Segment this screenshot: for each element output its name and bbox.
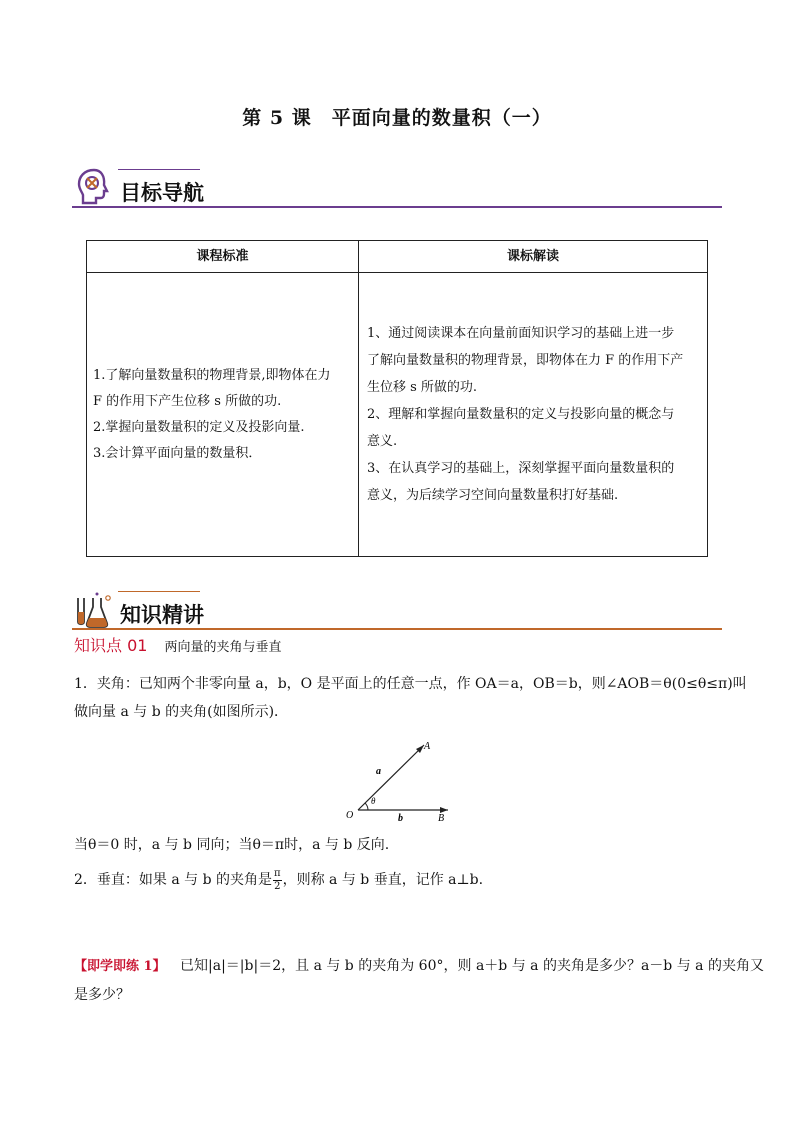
section-goal-top-rule [118,169,200,170]
flask-icon [72,590,112,630]
interpretation-line: 2、理解和掌握向量数量积的定义与投影向量的概念与 [367,407,675,422]
interpretation-line: 1、通过阅读课本在向量前面知识学习的基础上进一步 [367,326,675,341]
interpretation-line: 生位移 s 所做的功. [367,380,478,395]
figure-label-B: B [438,813,445,824]
interpretation-line: 3、在认真学习的基础上，深刻掌握平面向量数量积的 [367,461,675,476]
standard-line: 1.了解向量数量积的物理背景,即物体在力 [93,367,331,383]
table-header-standard: 课程标准 [87,241,359,273]
exercise-block [74,952,764,1009]
section-goal-rule [72,206,722,208]
angle-definition [74,670,747,726]
knowledge-point-heading [74,633,282,656]
direction-note: 当θ＝0 时，a 与 b 同向；当θ＝π时，a 与 b 反向. [74,837,390,853]
figure-label-a: a [376,766,381,777]
standard-line: 3.会计算平面向量的数量积． [93,445,262,461]
section-knowledge-header [72,588,722,632]
table-cell-interpretation [359,273,708,557]
figure-label-O: O [346,810,354,821]
knowledge-point-label: 知识点 01 [74,636,148,655]
head-gear-icon [74,166,114,206]
section-goal-title: 目标导航 [120,181,204,205]
figure-label-b: b [398,813,403,824]
perpendicular-prefix: 2．垂直：如果 a 与 b 的夹角是 [74,872,273,888]
table-header-interpretation: 课标解读 [359,241,708,273]
section-knowledge-rule [72,628,722,630]
page-title: 第 5 课 平面向量的数量积（一） [242,107,552,129]
exercise-question-line1: 已知|a|＝|b|＝2，且 a 与 b 的夹角为 60°，则 a＋b 与 a 的夹角是多少？a－b 与 a 的夹角又 [180,958,764,974]
figure-label-A: A [424,741,431,752]
angle-definition-line: 1．夹角：已知两个非零向量 a，b，O 是平面上的任意一点，作 OA＝a，OB＝b，则∠AOB＝θ(0≤θ≤π)叫 [74,676,747,692]
section-knowledge-title: 知识精讲 [120,603,204,627]
section-knowledge-top-rule [118,591,200,592]
fraction-denominator: 2 [274,880,281,892]
exercise-question-line2: 是多少？ [74,987,130,1003]
perpendicular-definition [74,866,483,894]
angle-definition-line: 做向量 a 与 b 的夹角(如图所示)． [74,704,289,720]
exercise-line [74,952,764,981]
exercise-tag: 【即学即练 1】 [74,959,166,974]
section-goal-header [72,166,722,210]
perpendicular-suffix: ，则称 a 与 b 垂直，记作 a⊥b. [282,872,484,888]
pi-over-2-fraction [273,868,282,893]
interpretation-line: 了解向量数量积的物理背景，即物体在力 F 的作用下产 [367,353,684,368]
knowledge-point-title: 两向量的夹角与垂直 [164,640,282,655]
figure-label-theta: θ [371,796,376,806]
standard-line: 2.掌握向量数量积的定义及投影向量. [93,419,305,435]
fraction-numerator: π [274,867,281,879]
table-cell-standard [87,273,359,557]
interpretation-line: 意义. [367,434,398,449]
angle-figure [340,735,460,825]
standard-line: F 的作用下产生位移 s 所做的功. [93,393,282,409]
interpretation-line: 意义，为后续学习空间向量数量积打好基础. [367,488,619,503]
standards-table [86,240,708,557]
